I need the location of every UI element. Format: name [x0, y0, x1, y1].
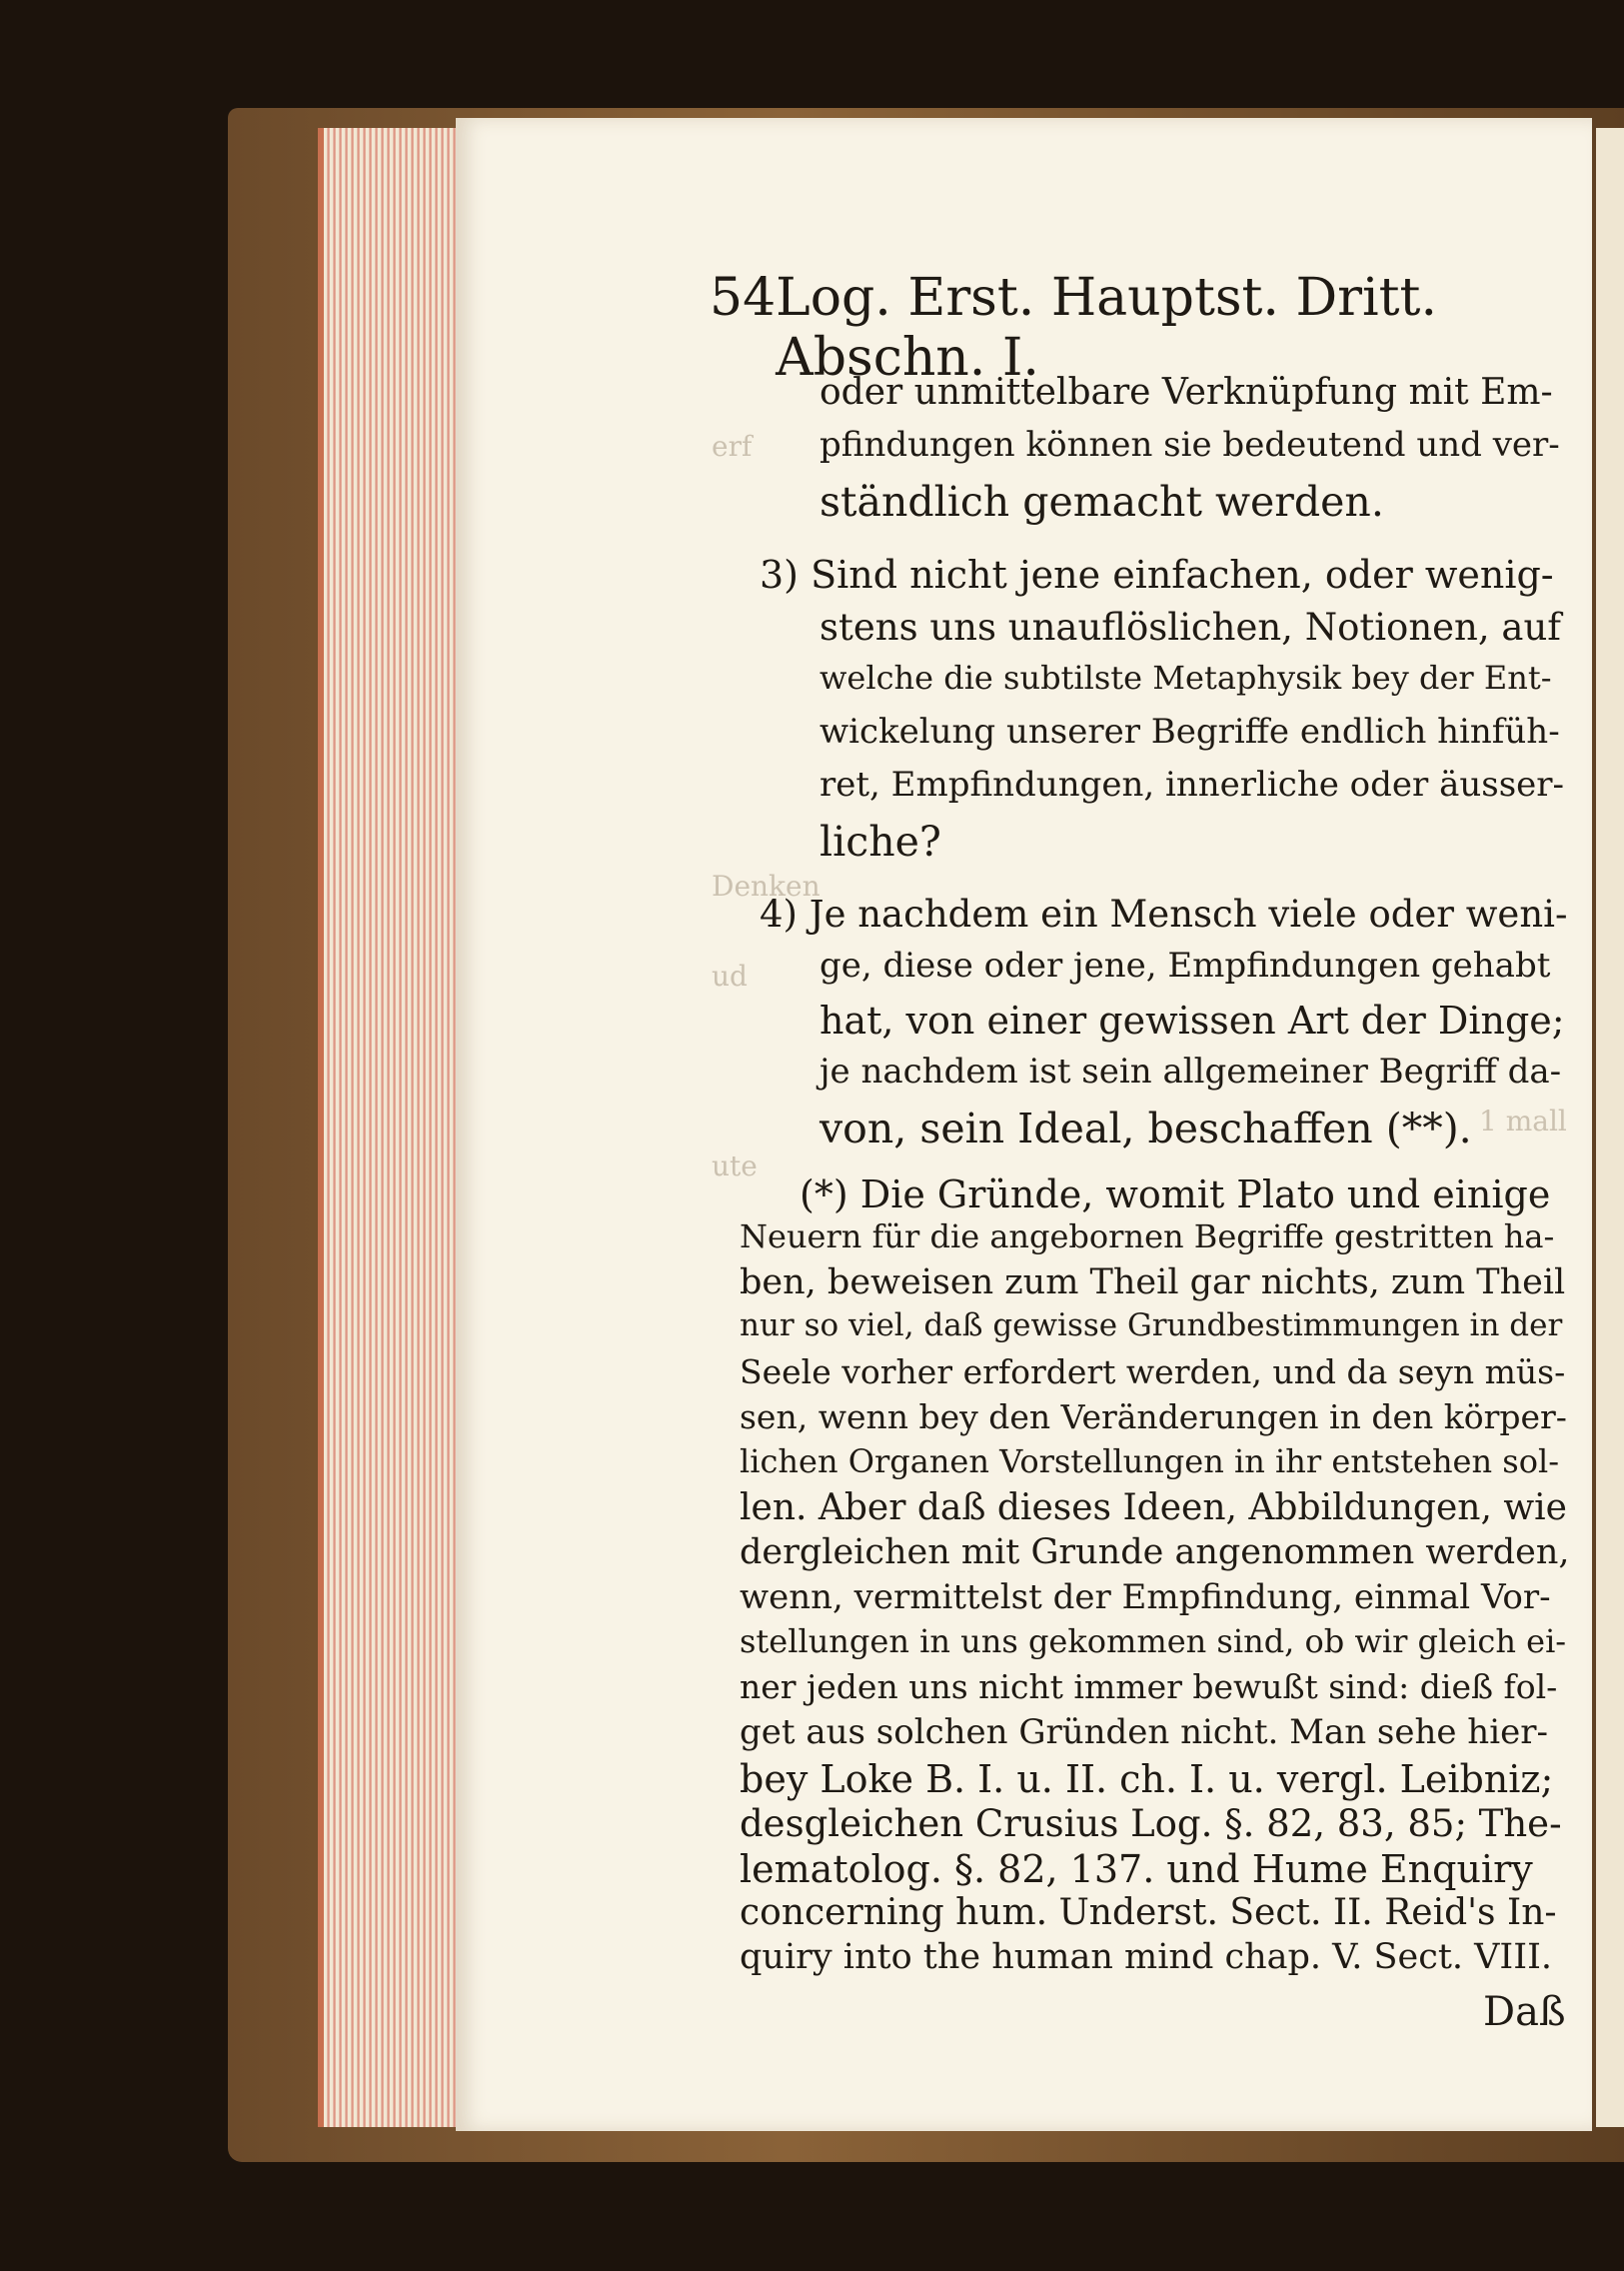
running-title: Log. Erst. Hauptst. Dritt. Abschn. I. — [776, 268, 1437, 388]
footnote-line: Seele vorher erfordert werden, und da seyn müs- — [740, 1352, 1566, 1391]
footnote-line: Neuern für die angebornen Begriffe gestritten ha- — [740, 1217, 1555, 1255]
bleed-through-mark: 1 mall — [1479, 1105, 1567, 1137]
body-line: von, sein Ideal, beschaffen (**). — [819, 1105, 1472, 1152]
body-line: ret, Empfindungen, innerliche oder äusser- — [819, 765, 1565, 805]
footnote-line: get aus solchen Gründen nicht. Man sehe hier- — [740, 1712, 1548, 1752]
body-line: wickelung unserer Begriffe endlich hinfüh- — [819, 712, 1560, 752]
footnote-line: bey Loke B. I. u. II. ch. I. u. vergl. Leibniz; — [740, 1757, 1554, 1801]
body-line: stens uns unauflöslichen, Notionen, auf — [819, 606, 1561, 649]
body-line: welche die subtilste Metaphysik bey der Ent- — [819, 659, 1552, 697]
footnote-line: desgleichen Crusius Log. §. 82, 83, 85; The- — [740, 1802, 1562, 1845]
footnote-line: len. Aber daß dieses Ideen, Abbildungen, wie — [740, 1487, 1567, 1528]
footnote-line: sen, wenn bey den Veränderungen in den körper- — [740, 1397, 1567, 1436]
footnote-line: dergleichen mit Grunde angenommen werden, — [740, 1532, 1570, 1572]
footnote-line: wenn, vermittelst der Empfindung, einmal Vor- — [740, 1577, 1551, 1617]
catchword: Daß — [1483, 1989, 1566, 2035]
footnote-line: stellungen in uns gekommen sind, ob wir gleich ei- — [740, 1622, 1567, 1660]
bleed-through-mark: Denken — [712, 870, 820, 903]
running-header — [710, 268, 1559, 388]
bleed-through-mark: erf — [712, 430, 753, 463]
footnote-line: nur so viel, daß gewisse Grundbestimmungen in der — [740, 1307, 1563, 1343]
footnote-line: ner jeden uns nicht immer bewußt sind: dieß fol- — [740, 1667, 1558, 1706]
body-line: pfindungen können sie bedeutend und ver- — [819, 425, 1560, 465]
body-line: ständlich gemacht werden. — [819, 478, 1384, 526]
body-line: ge, diese oder jene, Empfindungen gehabt — [819, 946, 1551, 986]
bleed-through-mark: ud — [712, 960, 748, 993]
body-line: hat, von einer gewissen Art der Dinge; — [819, 999, 1565, 1043]
body-line: liche? — [819, 818, 941, 866]
footnote-line: (*) Die Gründe, womit Plato und einige — [800, 1172, 1551, 1216]
body-line: 4) Je nachdem ein Mensch viele oder weni- — [760, 893, 1568, 936]
body-line: oder unmittelbare Verknüpfung mit Em- — [819, 372, 1553, 413]
body-line: je nachdem ist sein allgemeiner Begriff da- — [819, 1052, 1562, 1092]
body-line: 3) Sind nicht jene einfachen, oder wenig- — [760, 553, 1554, 597]
footnote-line: quiry into the human mind chap. V. Sect. VIII. — [740, 1937, 1553, 1977]
footnote-line: ben, beweisen zum Theil gar nichts, zum Theil — [740, 1262, 1566, 1302]
facing-page-edge — [1596, 128, 1624, 2127]
footnote-line: lichen Organen Vorstellungen in ihr entstehen sol- — [740, 1442, 1559, 1480]
page-number: 54 — [710, 268, 777, 328]
page-edges — [318, 128, 476, 2127]
bleed-through-mark: ute — [712, 1149, 758, 1182]
footnote-line: lematolog. §. 82, 137. und Hume Enquiry — [740, 1847, 1533, 1891]
footnote-line: concerning hum. Underst. Sect. II. Reid's In- — [740, 1892, 1557, 1933]
